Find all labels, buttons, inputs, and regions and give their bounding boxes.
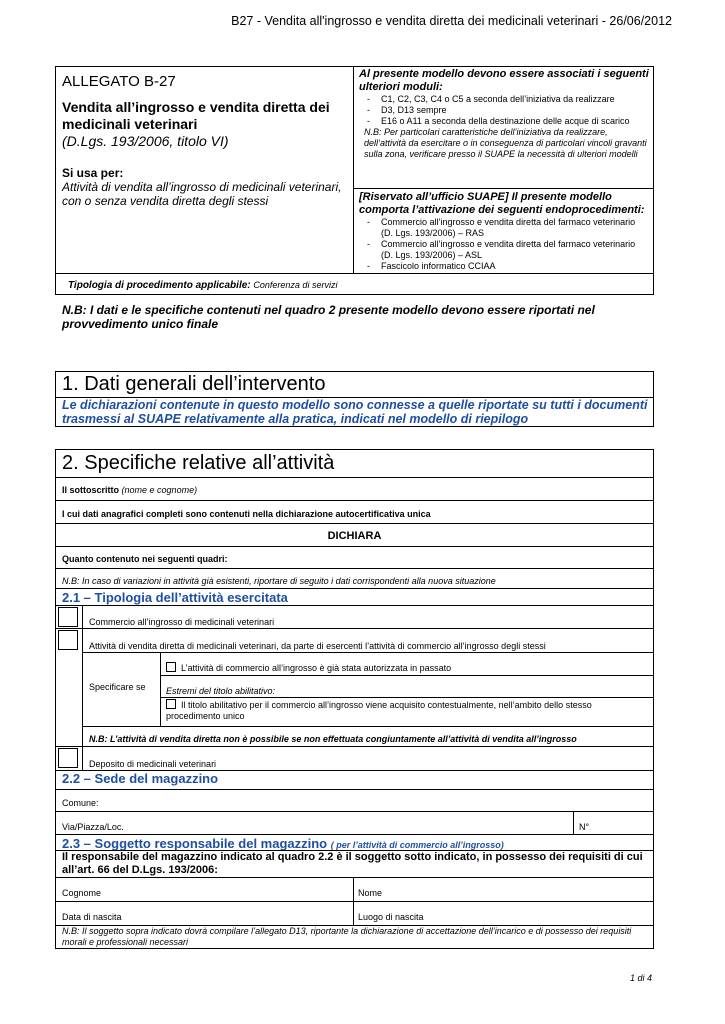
- s23-hint: ( per l’attività di commercio all’ingrosso): [330, 840, 504, 850]
- riservato-heading: [Riservato all’ufficio SUAPE] Il presente modello comporta l’attivazione dei seguenti endoprocedimenti:: [359, 191, 645, 216]
- vendita-checkbox[interactable]: [58, 630, 78, 650]
- via-field[interactable]: Via/Piazza/Loc.: [62, 822, 124, 832]
- rule: [160, 697, 653, 698]
- allegato-left: [62, 73, 347, 208]
- data-nascita-field[interactable]: Data di nascita: [62, 912, 122, 922]
- numero-field[interactable]: N°: [579, 822, 590, 832]
- allegato-divider: [353, 67, 354, 273]
- spec-1-label: L’attività di commercio all’ingrosso è già stata autorizzata in passato: [181, 663, 452, 673]
- rule: [573, 811, 574, 834]
- estremi-label: Estremi del titolo abilitativo:: [166, 686, 276, 696]
- s23-title: 2.3 – Soggetto responsabile del magazzino: [62, 836, 328, 851]
- allegato-law: (D.Lgs. 193/2006, titolo VI): [62, 133, 229, 149]
- dati-anagrafici: I cui dati anagrafici completi sono contenuti nella dichiarazione autocertificativa unica: [62, 509, 431, 519]
- endoprocedimento-item: - Fascicolo informatico CCIAA: [359, 261, 649, 272]
- spec-2-label: Il titolo abilitativo per il commercio all’ingrosso viene acquisito contestualmente, nell’ambito dello stesso procedimento unico: [166, 700, 592, 721]
- moduli-heading: Al presente modello devono essere associati i seguenti ulteriori moduli:: [359, 68, 649, 93]
- sottoscritto-label: Il sottoscritto: [62, 485, 120, 495]
- allegato-title: Vendita all’ingrosso e vendita diretta dei medicinali veterinari: [62, 99, 330, 132]
- rule: [82, 605, 83, 628]
- commercio-checkbox[interactable]: [58, 607, 78, 627]
- s22-title: 2.2 – Sede del magazzino: [62, 771, 219, 786]
- rule: [56, 746, 653, 747]
- section1-box: [55, 371, 654, 427]
- rule: [56, 546, 653, 547]
- rule: [56, 477, 653, 478]
- opt-vendita-label: Attività di vendita diretta di medicinali veterinari, da parte di esercenti l’attività di commercio all’ingrosso degli stessi: [89, 641, 546, 651]
- opt-commercio-label: Commercio all’ingrosso di medicinali veterinari: [89, 617, 275, 627]
- sottoscritto-row: [62, 485, 197, 496]
- allegato-right-rule: [353, 188, 653, 189]
- deposito-checkbox[interactable]: [58, 748, 78, 768]
- rule: [82, 652, 653, 653]
- allegato-code: ALLEGATO B-27: [62, 73, 176, 90]
- nome-field[interactable]: Nome: [358, 888, 383, 898]
- rule: [82, 628, 83, 746]
- rule: [56, 789, 653, 790]
- rule: [160, 675, 653, 676]
- section1-title: 1. Dati generali dell’intervento: [62, 373, 326, 395]
- allegato-right-top: [359, 68, 649, 160]
- cognome-field[interactable]: Cognome: [62, 888, 102, 898]
- tipologia-label: Tipologia di procedimento applicabile:: [68, 280, 251, 291]
- spec-contestuale-checkbox[interactable]: [166, 699, 176, 709]
- rule: [82, 746, 83, 770]
- s21-title: 2.1 – Tipologia dell’attività esercitata: [62, 590, 288, 605]
- luogo-nascita-field[interactable]: Luogo di nascita: [358, 912, 424, 922]
- section2-title: 2. Specifiche relative all’attività: [62, 452, 335, 474]
- nb-variazioni: N.B: In caso di variazioni in attività già esistenti, riportare di seguito i dati corrispondenti alla nuova situazione: [62, 576, 496, 586]
- page-number: 1 di 4: [629, 973, 652, 983]
- endoprocedimento-item: - Commercio all’ingrosso e vendita diretta del farmaco veterinario (D. Lgs. 193/2006) – RAS: [359, 217, 649, 239]
- rule: [56, 877, 653, 878]
- rule: [56, 500, 653, 501]
- dichiara-heading: DICHIARA: [327, 530, 382, 542]
- allegato-right-bottom: [359, 191, 649, 272]
- rule: [56, 628, 653, 629]
- s23-intro: Il responsabile del magazzino indicato al quadro 2.2 è il soggetto sotto indicato, in possesso dei requisiti di cui all’art. 66 del D.Lgs. 193/2006:: [62, 851, 643, 876]
- modulo-item: - C1, C2, C3, C4 o C5 a seconda dell’iniziativa da realizzare: [359, 94, 649, 105]
- quanto-contenuto: Quanto contenuto nei seguenti quadri:: [62, 554, 228, 564]
- comune-field[interactable]: Comune:: [62, 798, 99, 808]
- si-usa-per-label: Si usa per:: [62, 166, 124, 180]
- section1-text: Le dichiarazioni contenute in questo modello sono connesse a quelle riportate su tutti i documenti trasmessi al SUAPE relativamente alla pratica, indicati nel modello di riepilogo: [62, 398, 648, 426]
- rule: [82, 726, 653, 727]
- spec-1-row: [166, 662, 451, 674]
- allegato-box: [55, 66, 654, 295]
- opt-deposito-label: Deposito di medicinali veterinari: [89, 759, 217, 769]
- tipologia-row: [68, 279, 337, 292]
- rule: [56, 901, 653, 902]
- sottoscritto-hint: (nome e cognome): [121, 485, 198, 495]
- nb-vendita: N.B: L’attività di vendita diretta non è possibile se non effettuata congiuntamente all’attività di vendita all’ingrosso: [89, 734, 577, 744]
- spec-2-row: [166, 699, 646, 722]
- endoprocedimento-item: - Commercio all’ingrosso e vendita diretta del farmaco veterinario (D. Lgs. 193/2006) – ASL: [359, 239, 649, 261]
- si-usa-per-text: Attività di vendita all’ingrosso di medicinali veterinari, con o senza vendita diretta degli stessi: [62, 180, 342, 208]
- specificare-label: Specificare se: [89, 682, 146, 692]
- nb-d13: N.B: Il soggetto sopra indicato dovrà compilare l’allegato D13, riportante la dichiarazione di accettazione dell’incarico e di possesso dei requisiti morali e professionali necessari: [62, 926, 632, 947]
- rule: [56, 605, 653, 606]
- modulo-item: - E16 o A11 a seconda della destinazione delle acque di scarico: [359, 116, 649, 127]
- section2-box: [55, 449, 654, 949]
- rule: [160, 652, 161, 726]
- spec-autorizzata-checkbox[interactable]: [166, 662, 176, 672]
- moduli-note: N.B: Per particolari caratteristiche dell’iniziativa da realizzare, dell’attività da esercitare o in conseguenza di particolari vincoli gravanti sulla zona, verificare presso il SUAPE la necessità di ulteriori modelli: [364, 127, 647, 159]
- modulo-item: - D3, D13 sempre: [359, 105, 649, 116]
- nb-quadro2: N.B: I dati e le specifiche contenuti nel quadro 2 presente modello devono essere riportati nel provvedimento unico finale: [62, 303, 595, 331]
- rule: [56, 588, 653, 589]
- allegato-bottom-rule: [56, 273, 653, 274]
- rule: [56, 834, 653, 835]
- tipologia-value: Conferenza di servizi: [253, 280, 338, 290]
- running-header: B27 - Vendita all'ingrosso e vendita diretta dei medicinali veterinari - 26/06/2012: [231, 14, 672, 28]
- rule: [56, 568, 653, 569]
- rule: [56, 523, 653, 524]
- rule: [56, 811, 653, 812]
